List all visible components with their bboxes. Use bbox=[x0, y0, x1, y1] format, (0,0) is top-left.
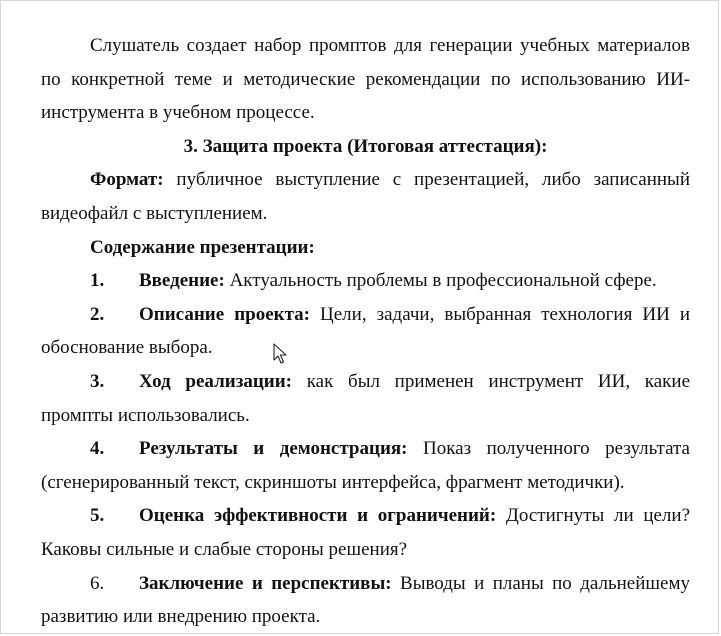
list-item-text: Выводы и планы по дальнейшему развитию или внедрению проекта. bbox=[41, 572, 690, 628]
list-item-title: Оценка эффективности и ограничений: bbox=[139, 505, 497, 527]
contents-heading: Содержание презентации: bbox=[90, 236, 315, 258]
list-item-title: Описание проекта: bbox=[139, 303, 310, 325]
list-item-number: 1. bbox=[90, 270, 105, 292]
format-text: публичное выступление с презентацией, либо записанный видеофайл с выступлением. bbox=[41, 169, 690, 224]
list-item bbox=[41, 499, 690, 566]
list-item-number: 2. bbox=[90, 303, 105, 325]
section-heading: 3. Защита проекта (Итоговая аттестация): bbox=[183, 135, 548, 157]
list-item-title: Введение: bbox=[139, 270, 225, 292]
list-item bbox=[41, 264, 690, 298]
mouse-pointer-icon bbox=[273, 343, 287, 365]
document-body bbox=[41, 29, 690, 634]
list-item-title: Результаты и демонстрация: bbox=[139, 438, 408, 460]
list-item bbox=[41, 298, 690, 365]
list-item-title: Ход реализации: bbox=[139, 370, 292, 392]
list-item-number: 5. bbox=[90, 505, 105, 527]
list-item-number: 3. bbox=[90, 370, 105, 392]
list-item bbox=[41, 432, 690, 499]
format-paragraph bbox=[41, 163, 690, 230]
list-item-text: Достигнуты ли цели? Каковы сильные и слабые стороны решения? bbox=[41, 505, 691, 560]
list-item-title: Заключение и перспективы: bbox=[139, 572, 392, 594]
list-item bbox=[41, 365, 690, 432]
format-label: Формат: bbox=[90, 169, 164, 191]
list-item-text: Актуальность проблемы в профессиональной сфере. bbox=[229, 270, 657, 292]
list-item bbox=[41, 567, 690, 634]
list-item-text: Показ полученного результата (сгенерированный текст, скриншоты интерфейса, фрагмент методички). bbox=[41, 438, 690, 493]
list-item-text: как был применен инструмент ИИ, какие промпты использовались. bbox=[41, 370, 691, 426]
list-item-number: 4. bbox=[90, 438, 105, 460]
list-item-number: 6. bbox=[90, 572, 105, 594]
list-item-text: Цели, задачи, выбранная технология ИИ и обоснование выбора. bbox=[41, 303, 690, 359]
intro-paragraph: Слушатель создает набор промптов для генерации учебных материалов по конкретной теме и методические рекомендации по использованию ИИ-инструмента в учебном процессе. bbox=[41, 35, 690, 124]
